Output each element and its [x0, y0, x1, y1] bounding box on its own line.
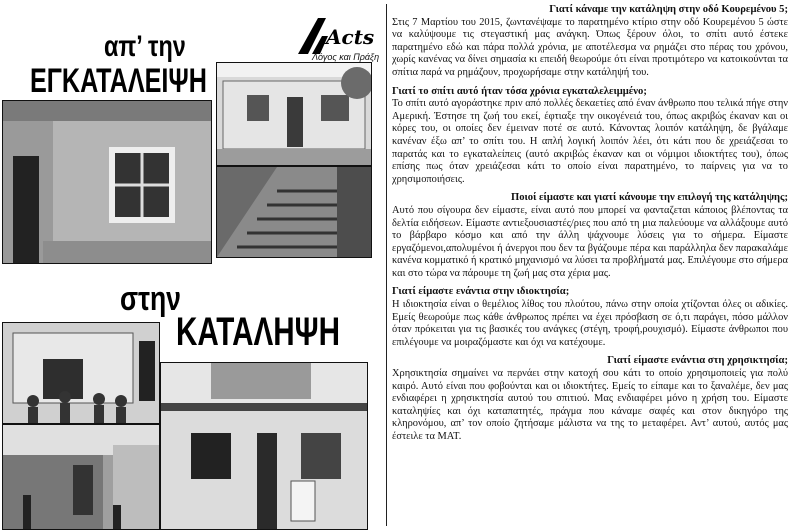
- article-column: [392, 4, 788, 526]
- photo-renovated-house: [160, 362, 368, 530]
- poster-left-panel: [0, 0, 386, 529]
- logo-subtext: Λόγος και Πράξη: [312, 52, 380, 62]
- article-section-1: [392, 4, 788, 80]
- headline-line-2: ΕΓΚΑΤΑΛΕΙΨΗ: [30, 62, 207, 100]
- section-body: Στις 7 Μαρτίου του 2015, ζωντανέψαμε το παρατημένο κτίριο στην οδό Κουρεμένου 5 ώστε να καλύψουμε τις στεγαστική μας ανάγκη. Όπως ξέρουν όλοι, το σπίτι αυτό έστεκε παρατημένο εδώ και πάρα πολλά χρόνια, με αποτέλεσμα να ρημάζει στο πέρας του χρόνου, χωρίς κανένας να δίνει σημασία κι επειδή θεωρούμε ότι είναι προτιμότερο να κατοικούνται τα σπίτια παρά να ρημάζουν, προχωρήσαμε στην κατάληψή του.: [392, 16, 788, 78]
- article-section-5: [392, 355, 788, 443]
- column-divider: [386, 4, 387, 526]
- section-question: Γιατί κάναμε την κατάληψη στην οδό Κουρεμένου 5;: [549, 4, 788, 15]
- section-question: Γιατί είμαστε ενάντια στη χρησικτησία;: [607, 355, 788, 367]
- article-section-4: [392, 286, 788, 349]
- photo-house-exterior: [216, 62, 372, 166]
- headline-line-3: στην: [120, 280, 181, 318]
- article-section-2: [392, 86, 788, 187]
- section-question: Γιατί είμαστε ενάντια στην ιδιοκτησία;: [392, 286, 570, 298]
- section-body: Χρησικτησία σημαίνει να περνάει στην κατοχή σου κάτι το οποίο χρησιμοποιείς για πολύ καιρό. Αυτό είναι που φοβούνται και οι ιδιοκτήτες. Εμείς το είπαμε και το ξαναλέμε, δεν μας ενδιαφέρει η χρησικτησία αυτού του σπιτιού. Μας ενδιαφέρει μόνο η χρήση του. Είμαστε καταληψίες και όχι καταπατητές, πράγμα που κάναμε σαφές και στον δικηγόρο της κληρονόμου, απ’ τον οποίο ζητήσαμε μάλιστα να της το μεταφέρει. Αντ’ αυτού, αυτός μας έστειλε τα ΜΑΤ.: [392, 368, 788, 442]
- section-question: Ποιοί είμαστε και γιατί κάνουμε την επιλογή της κατάληψης;: [510, 192, 788, 204]
- headline-line-4: ΚΑΤΑΛΗΨΗ: [176, 310, 341, 354]
- headline-line-1: απ’ την: [104, 30, 186, 63]
- article-section-3: [392, 192, 788, 280]
- photo-abandoned-house-front: [2, 100, 212, 264]
- photo-occupied-house-crowd: [2, 322, 160, 424]
- logo-text: Acts: [326, 25, 375, 49]
- section-body: Αυτό που σίγουρα δεν είμαστε, είναι αυτό που μπορεί να φανταζεται κάποιος βλέποντας τα δελτία ειδήσεων. Είμαστε αντιεξουσιαστές/ριες που από τη μια παλεύουμε να αλλάξουμε αυτό το βάρβαρο κόσμο και από την άλλη ψάχνουμε λύσεις για το σήμερα. Είμαστε εργαζόμενοι,απολυμένοι ή άνεργοι που δεν τα βγάζουμε πέρα και παράλληλα δεν παρακαλάμε κανένα κομματικό ή κρατικό μηχανισμό να λύσει τα προβλήματά μας. Επιλέγουμε στο σήμερα και στο τώρα να πάρουμε τη ζωή μας στα χέρια μας.: [392, 204, 788, 279]
- section-question: Γιατί το σπίτι αυτό ήταν τόσα χρόνια εγκαταλελειμμένο;: [392, 85, 647, 97]
- section-body: Η ιδιοκτησία είναι ο θεμέλιος λίθος του πλούτου, πάνω στην οποία χτίζονται όλες οι αδικίες. Εμείς θεωρούμε πως κάθε άνθρωπος πρέπει να έχει πρόσβαση σε ό,τι παράγει, πόσο μάλλον όταν πρόκειται για τις βασικές του ανάγκες (στέγη, τροφή,ρουχισμό). Είμαστε άνθρωποι που επιλέγουμε να μοιραζόμαστε και όχι να κατέχουμε.: [392, 299, 788, 348]
- photo-stairs-interior: [216, 166, 372, 258]
- section-body: Το σπίτι αυτό αγοράστηκε πριν από πολλές δεκαετίες από έναν άνθρωπο που τελικά πήγε στην Αμερική. Έστησε τη ζωή του εκεί, έφτιαξε την οικογένειά του, όπως ακριβώς έκαναν και οι κόρες του, οι οποίες δεν έμειναν ποτέ σε αυτό. Κάνοντας λοιπόν κατάληψη, δε βγάλαμε κανέναν έξω απ’ το σπίτι του. Η απλή λογική λοιπόν λέει, ότι κάτι που δε χρειάζεσαι το παρατάς και το εγκαταλείπεις (αυτό ακριβώς έκαναν και οι νόμιμοι ιδιοκτήτες του), όπως επίσης πως όταν χρειάζεσαι κάτι το οποίο είναι παρατημένο, το παίρνεις για να το χρησιμοποιήσεις.: [392, 98, 788, 185]
- photo-street-view: [2, 424, 160, 530]
